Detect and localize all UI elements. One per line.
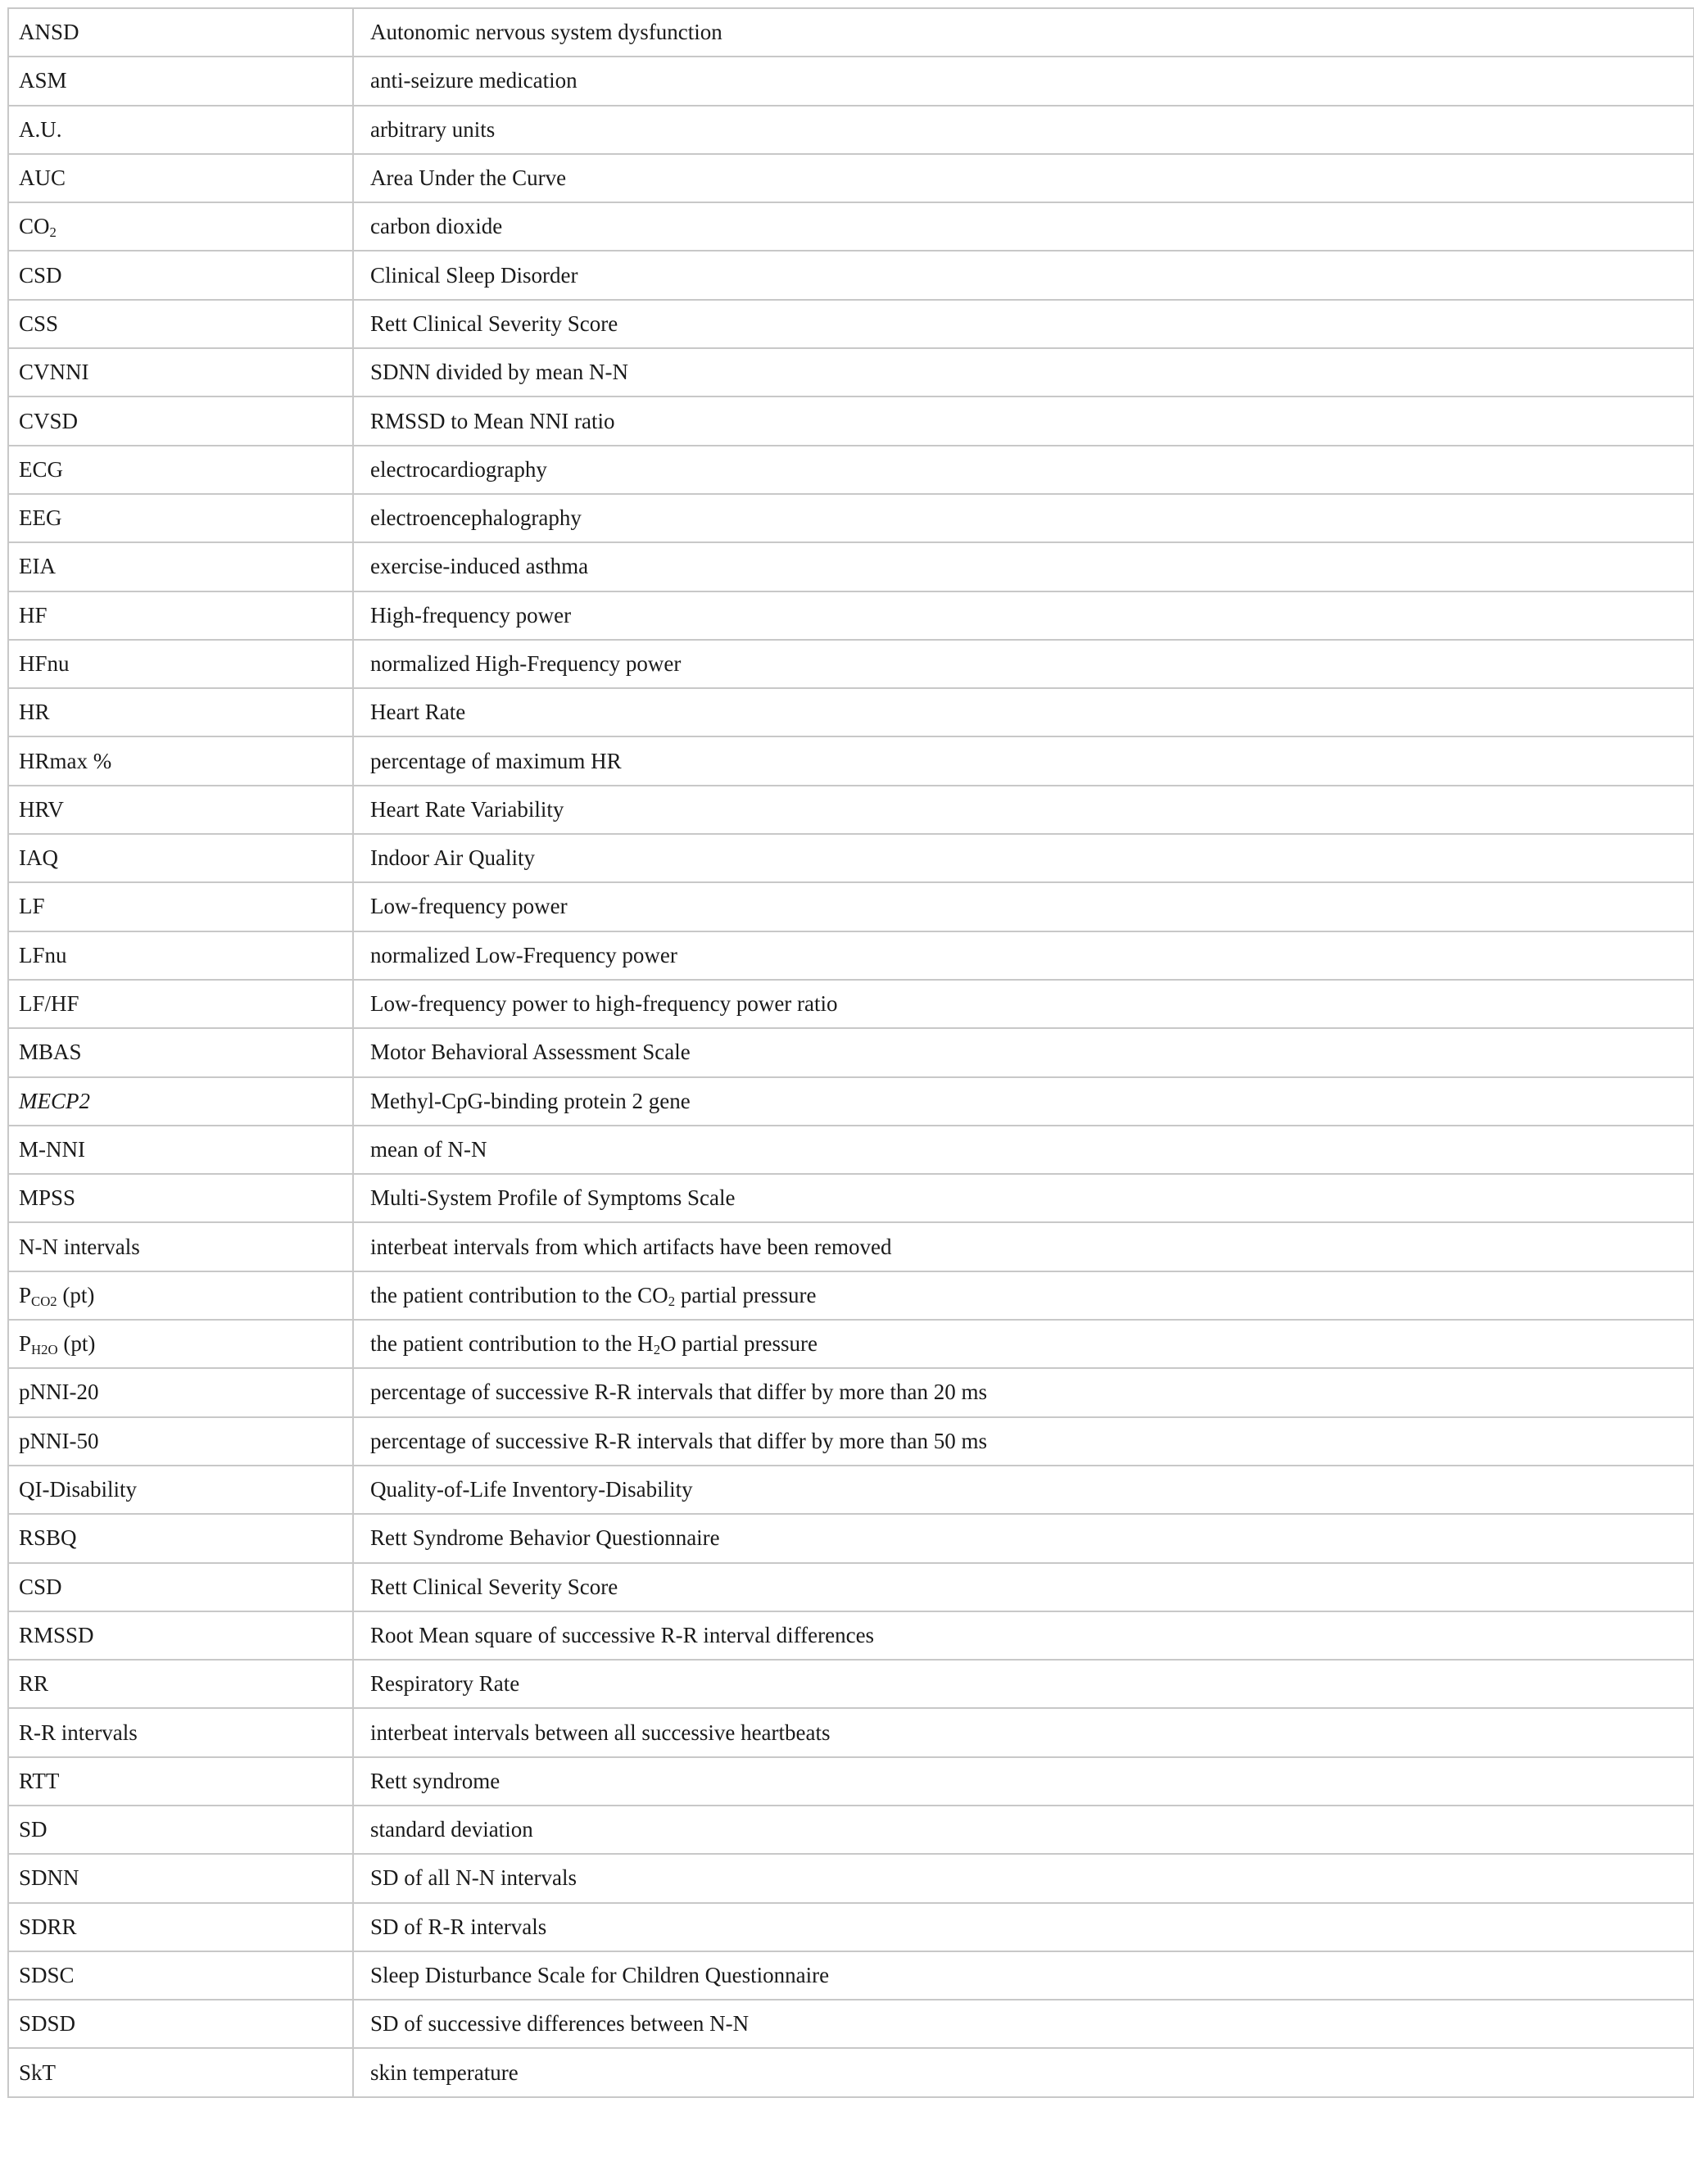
abbreviation-text: RR: [19, 1671, 49, 1697]
abbreviation-cell: [8, 1660, 353, 1708]
definition-cell: [353, 688, 1694, 736]
abbreviation-cell: [8, 1708, 353, 1756]
table-row: [8, 1757, 1694, 1806]
table-row: [8, 1660, 1694, 1708]
abbreviation-text: P: [19, 1282, 32, 1307]
definition-cell: [353, 736, 1694, 785]
abbreviation-text: HR: [19, 700, 50, 725]
abbreviation-cell: [8, 591, 353, 640]
abbreviation-text: ASM: [19, 68, 67, 93]
abbreviation-text: RSBQ: [19, 1525, 77, 1551]
abbreviation-cell: [8, 1466, 353, 1514]
table-row: [8, 1951, 1694, 2000]
table-row: [8, 542, 1694, 591]
definition-cell: [353, 931, 1694, 980]
table-row: [8, 591, 1694, 640]
definition-cell: [353, 57, 1694, 105]
table-row: [8, 8, 1694, 57]
abbreviation-subscript: H2O: [31, 1342, 58, 1358]
abbreviation-text: SDSC: [19, 1963, 75, 1988]
abbreviation-cell: [8, 1417, 353, 1466]
definition-cell: [353, 396, 1694, 445]
table-row: [8, 882, 1694, 931]
abbreviation-cell: [8, 834, 353, 882]
abbreviation-cell: [8, 251, 353, 299]
abbreviation-cell: [8, 1854, 353, 1902]
definition-text: Area Under the Curve: [370, 165, 567, 191]
table-row: [8, 202, 1694, 251]
definition-text: Motor Behavioral Assessment Scale: [370, 1040, 691, 1065]
definition-text: standard deviation: [370, 1817, 533, 1842]
definition-cell: [353, 1466, 1694, 1514]
abbreviation-cell: [8, 542, 353, 591]
abbreviation-cell: [8, 2048, 353, 2096]
definition-subscript: 2: [653, 1342, 661, 1358]
table-row: [8, 1320, 1694, 1368]
table-row: [8, 57, 1694, 105]
abbreviation-text: QI-Disability: [19, 1477, 137, 1502]
abbreviation-cell: [8, 1320, 353, 1368]
definition-cell: [353, 348, 1694, 396]
definition-cell: [353, 154, 1694, 202]
definition-text: SDNN divided by mean N-N: [370, 360, 628, 385]
definition-text: interbeat intervals from which artifacts have been removed: [370, 1234, 892, 1259]
definition-text: carbon dioxide: [370, 214, 503, 239]
abbreviation-cell: [8, 931, 353, 980]
table-row: [8, 396, 1694, 445]
definition-cell: [353, 8, 1694, 57]
definition-cell: [353, 1126, 1694, 1174]
abbreviation-text: HRmax %: [19, 748, 112, 773]
definition-text: electroencephalography: [370, 505, 582, 531]
abbreviation-cell: [8, 396, 353, 445]
abbreviation-text: A.U.: [19, 116, 62, 142]
abbreviation-text: ANSD: [19, 20, 79, 45]
definition-text: Rett syndrome: [370, 1768, 500, 1793]
abbreviation-cell: [8, 688, 353, 736]
definition-text: SD of all N-N intervals: [370, 1865, 577, 1891]
definition-cell: [353, 1951, 1694, 2000]
abbreviation-text: pNNI-20: [19, 1380, 99, 1405]
definition-text: skin temperature: [370, 2059, 519, 2085]
abbreviation-text: N-N intervals: [19, 1234, 140, 1259]
abbreviation-cell: [8, 154, 353, 202]
definition-text: Methyl-CpG-binding protein 2 gene: [370, 1088, 691, 1113]
definition-cell: [353, 834, 1694, 882]
definition-cell: [353, 1611, 1694, 1660]
definition-cell: [353, 640, 1694, 688]
table-row: [8, 640, 1694, 688]
definition-text: mean of N-N: [370, 1136, 487, 1162]
abbreviation-cell: [8, 1222, 353, 1271]
definition-text: High-frequency power: [370, 602, 572, 628]
abbreviation-cell: [8, 2000, 353, 2048]
abbreviation-cell: [8, 736, 353, 785]
definition-cell: [353, 1028, 1694, 1076]
abbreviation-cell: [8, 640, 353, 688]
abbreviation-text: CSD: [19, 1574, 62, 1599]
abbreviation-text: SDNN: [19, 1865, 79, 1891]
definition-cell: [353, 446, 1694, 494]
abbreviation-cell: [8, 446, 353, 494]
abbreviation-text: CVNNI: [19, 360, 89, 385]
table-row: [8, 300, 1694, 348]
abbreviation-text: ECG: [19, 456, 63, 482]
abbreviation-text: P: [19, 1331, 32, 1357]
definition-text: percentage of maximum HR: [370, 748, 622, 773]
table-row: [8, 1611, 1694, 1660]
definition-cell: [353, 1806, 1694, 1854]
abbreviation-cell: [8, 348, 353, 396]
table-row: [8, 1368, 1694, 1416]
abbreviation-text: SDRR: [19, 1914, 77, 1939]
definition-text: Indoor Air Quality: [370, 845, 535, 871]
definition-text: Quality-of-Life Inventory-Disability: [370, 1477, 693, 1502]
table-row: [8, 1222, 1694, 1271]
table-row: [8, 1126, 1694, 1174]
abbreviation-cell: [8, 8, 353, 57]
definition-cell: [353, 1320, 1694, 1368]
table-body: [8, 8, 1694, 2097]
abbreviation-text: AUC: [19, 165, 66, 191]
table-row: [8, 688, 1694, 736]
table-row: [8, 931, 1694, 980]
definition-cell: [353, 591, 1694, 640]
definition-suffix: partial pressure: [675, 1282, 817, 1307]
definition-cell: [353, 1077, 1694, 1126]
abbreviation-text: LFnu: [19, 942, 67, 967]
definition-cell: [353, 494, 1694, 542]
definition-text: Multi-System Profile of Symptoms Scale: [370, 1185, 736, 1211]
abbreviation-cell: [8, 1368, 353, 1416]
definition-cell: [353, 300, 1694, 348]
definition-text: Rett Syndrome Behavior Questionnaire: [370, 1525, 720, 1551]
definition-cell: [353, 1854, 1694, 1902]
abbreviation-text: HRV: [19, 796, 64, 822]
abbreviation-cell: [8, 882, 353, 931]
abbreviation-cell: [8, 494, 353, 542]
table-row: [8, 251, 1694, 299]
table-row: [8, 834, 1694, 882]
abbreviation-cell: [8, 57, 353, 105]
abbreviations-table: [7, 7, 1694, 2098]
definition-text: SD of successive differences between N-N: [370, 2011, 750, 2037]
definition-text: normalized Low-Frequency power: [370, 942, 677, 967]
definition-text: Low-frequency power to high-frequency power ratio: [370, 991, 838, 1017]
abbreviation-cell: [8, 786, 353, 834]
table-row: [8, 1028, 1694, 1076]
table-row: [8, 494, 1694, 542]
table-row: [8, 348, 1694, 396]
table-row: [8, 786, 1694, 834]
definition-text: Low-frequency power: [370, 894, 568, 919]
table-row: [8, 106, 1694, 154]
definition-suffix: O partial pressure: [660, 1331, 818, 1357]
table-row: [8, 154, 1694, 202]
definition-text: percentage of successive R-R intervals that differ by more than 50 ms: [370, 1428, 988, 1453]
table-row: [8, 1708, 1694, 1756]
definition-text: electrocardiography: [370, 456, 547, 482]
definition-cell: [353, 542, 1694, 591]
definition-cell: [353, 882, 1694, 931]
table-row: [8, 1514, 1694, 1562]
table-row: [8, 1077, 1694, 1126]
definition-text: Respiratory Rate: [370, 1671, 520, 1697]
definition-text: interbeat intervals between all successive heartbeats: [370, 1720, 831, 1745]
abbreviation-cell: [8, 1563, 353, 1611]
definition-text: normalized High-Frequency power: [370, 651, 682, 676]
abbreviation-cell: [8, 1174, 353, 1222]
definition-text: Heart Rate: [370, 700, 466, 725]
definition-text: percentage of successive R-R intervals that differ by more than 20 ms: [370, 1380, 988, 1405]
abbreviation-cell: [8, 1028, 353, 1076]
table-row: [8, 1903, 1694, 1951]
abbreviation-text: CSD: [19, 262, 62, 288]
abbreviation-text: CVSD: [19, 408, 79, 433]
table-row: [8, 1806, 1694, 1854]
abbreviation-cell: [8, 1757, 353, 1806]
abbreviation-cell: [8, 300, 353, 348]
definition-cell: [353, 1514, 1694, 1562]
abbreviation-text: EEG: [19, 505, 62, 531]
abbreviation-text: pNNI-50: [19, 1428, 99, 1453]
definition-subscript: 2: [668, 1294, 676, 1310]
definition-text: Sleep Disturbance Scale for Children Questionnaire: [370, 1963, 830, 1988]
abbreviation-cell: [8, 1077, 353, 1126]
definition-text: Root Mean square of successive R-R interval differences: [370, 1622, 875, 1647]
abbreviation-text: MPSS: [19, 1185, 76, 1211]
definition-cell: [353, 1660, 1694, 1708]
abbreviation-cell: [8, 1271, 353, 1320]
definition-text: RMSSD to Mean NNI ratio: [370, 408, 615, 433]
table-row: [8, 1563, 1694, 1611]
abbreviation-text: MECP2: [19, 1088, 90, 1113]
abbreviation-cell: [8, 1903, 353, 1951]
abbreviation-text: RMSSD: [19, 1622, 94, 1647]
abbreviation-cell: [8, 202, 353, 251]
table-row: [8, 446, 1694, 494]
abbreviation-cell: [8, 1806, 353, 1854]
definition-text: the patient contribution to the H: [370, 1331, 654, 1357]
abbreviation-cell: [8, 1951, 353, 2000]
definition-cell: [353, 2000, 1694, 2048]
abbreviation-text: MBAS: [19, 1040, 82, 1065]
definition-text: arbitrary units: [370, 116, 496, 142]
definition-cell: [353, 251, 1694, 299]
definition-text: the patient contribution to the CO: [370, 1282, 668, 1307]
definition-cell: [353, 1417, 1694, 1466]
abbreviation-text: RTT: [19, 1768, 60, 1793]
table-row: [8, 980, 1694, 1028]
abbreviation-text: SkT: [19, 2059, 57, 2085]
abbreviation-text: CSS: [19, 310, 59, 336]
definition-cell: [353, 1708, 1694, 1756]
abbreviation-text: SDSD: [19, 2011, 76, 2037]
definition-cell: [353, 980, 1694, 1028]
abbreviation-cell: [8, 1611, 353, 1660]
abbreviation-suffix: (pt): [57, 1331, 96, 1357]
definition-cell: [353, 1757, 1694, 1806]
abbreviation-cell: [8, 106, 353, 154]
table-row: [8, 2000, 1694, 2048]
definition-cell: [353, 1271, 1694, 1320]
table-row: [8, 1271, 1694, 1320]
definition-cell: [353, 2048, 1694, 2096]
abbreviation-subscript: CO2: [31, 1294, 57, 1310]
definition-text: Autonomic nervous system dysfunction: [370, 20, 722, 45]
definition-cell: [353, 106, 1694, 154]
definition-cell: [353, 1563, 1694, 1611]
abbreviation-cell: [8, 1514, 353, 1562]
definition-cell: [353, 1222, 1694, 1271]
table-row: [8, 1854, 1694, 1902]
definition-cell: [353, 786, 1694, 834]
abbreviation-cell: [8, 1126, 353, 1174]
abbreviation-text: M-NNI: [19, 1136, 85, 1162]
definition-text: Rett Clinical Severity Score: [370, 310, 618, 336]
abbreviation-text: CO: [19, 214, 50, 239]
definition-text: Rett Clinical Severity Score: [370, 1574, 618, 1599]
definition-text: exercise-induced asthma: [370, 554, 589, 579]
definition-cell: [353, 202, 1694, 251]
abbreviation-text: HFnu: [19, 651, 70, 676]
abbreviation-subscript: 2: [49, 224, 57, 241]
abbreviation-text: LF/HF: [19, 991, 79, 1017]
table-row: [8, 1417, 1694, 1466]
definition-text: Clinical Sleep Disorder: [370, 262, 578, 288]
definition-cell: [353, 1368, 1694, 1416]
abbreviation-suffix: (pt): [57, 1282, 95, 1307]
abbreviation-text: SD: [19, 1817, 48, 1842]
abbreviation-text: EIA: [19, 554, 56, 579]
table-row: [8, 2048, 1694, 2096]
definition-text: SD of R-R intervals: [370, 1914, 547, 1939]
abbreviation-text: LF: [19, 894, 45, 919]
table-row: [8, 736, 1694, 785]
abbreviation-text: IAQ: [19, 845, 58, 871]
table-row: [8, 1466, 1694, 1514]
table-row: [8, 1174, 1694, 1222]
definition-cell: [353, 1174, 1694, 1222]
abbreviation-text: R-R intervals: [19, 1720, 138, 1745]
definition-cell: [353, 1903, 1694, 1951]
abbreviation-text: HF: [19, 602, 48, 628]
abbreviation-cell: [8, 980, 353, 1028]
definition-text: anti-seizure medication: [370, 68, 578, 93]
definition-text: Heart Rate Variability: [370, 796, 564, 822]
